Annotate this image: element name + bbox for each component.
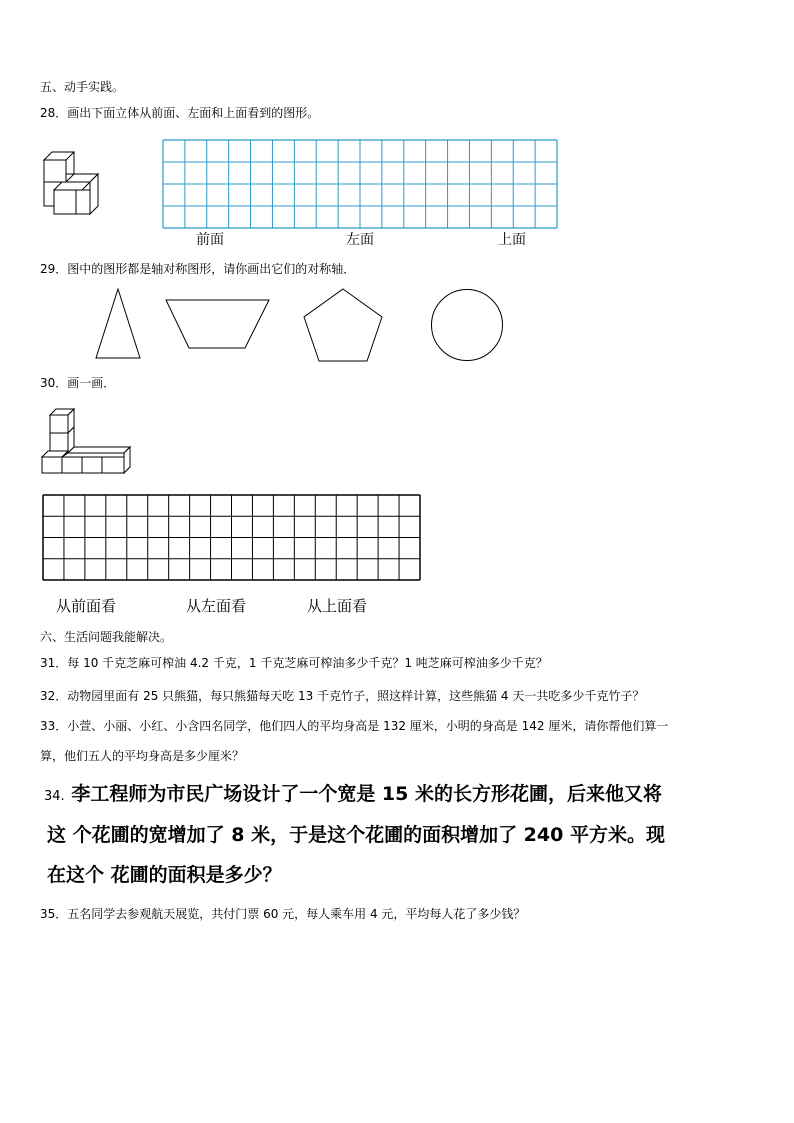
q29-pentagon bbox=[302, 287, 384, 363]
q29-trapezoid bbox=[165, 298, 271, 350]
question-30-text: 30．画一画． bbox=[40, 376, 116, 390]
q28-answer-grid bbox=[163, 140, 557, 228]
question-34-line1-text: 李工程师为市民广场设计了一个宽是 15 米的长方形花圃，后来他又将 bbox=[71, 783, 662, 805]
question-31-text: 31．每 10 千克芝麻可榨油 4.2 千克，1 千克芝麻可榨油多少千克？1 吨芝麻可榨油多少千克？ bbox=[40, 656, 548, 670]
q29-triangle bbox=[94, 288, 142, 360]
question-28-text: 28．画出下面立体从前面、左面和上面看到的图形。 bbox=[40, 106, 320, 120]
q30-cube-figure bbox=[40, 407, 132, 475]
question-29-text: 29．图中的图形都是轴对称图形，请你画出它们的对称轴． bbox=[40, 262, 356, 276]
q30-answer-grid bbox=[43, 495, 420, 580]
q28-cube-figure bbox=[40, 148, 102, 220]
q28-label-front: 前面 bbox=[196, 232, 224, 248]
question-33-line1: 33．小萱、小丽、小红、小含四名同学，他们四人的平均身高是 132 厘米，小明的身高是 142 厘米，请你帮他们算一 bbox=[40, 719, 669, 733]
question-34-number: 34. bbox=[44, 789, 65, 804]
q30-label-top: 从上面看 bbox=[307, 597, 368, 615]
q29-circle bbox=[430, 288, 504, 362]
section5-heading: 五、动手实践。 bbox=[40, 80, 125, 94]
section6-heading: 六、生活问题我能解决。 bbox=[40, 630, 173, 644]
question-33-line2: 算，他们五人的平均身高是多少厘米？ bbox=[40, 749, 245, 763]
question-34-line2: 这 个花圃的宽增加了 8 米，于是这个花圃的面积增加了 240 平方米。现 bbox=[47, 824, 665, 846]
q30-label-left: 从左面看 bbox=[186, 597, 247, 615]
question-34-line3: 在这个 花圃的面积是多少？ bbox=[47, 864, 282, 886]
question-34-line1 bbox=[44, 781, 662, 810]
q30-label-front: 从前面看 bbox=[56, 597, 117, 615]
q28-label-left: 左面 bbox=[346, 232, 374, 248]
question-32-text: 32．动物园里面有 25 只熊猫，每只熊猫每天吃 13 千克竹子，照这样计算，这些熊猫 4 天一共吃多少千克竹子？ bbox=[40, 689, 645, 703]
question-35-text: 35．五名同学去参观航天展览，共付门票 60 元，每人乘车用 4 元，平均每人花了多少钱？ bbox=[40, 907, 526, 921]
q28-label-top: 上面 bbox=[498, 232, 526, 248]
